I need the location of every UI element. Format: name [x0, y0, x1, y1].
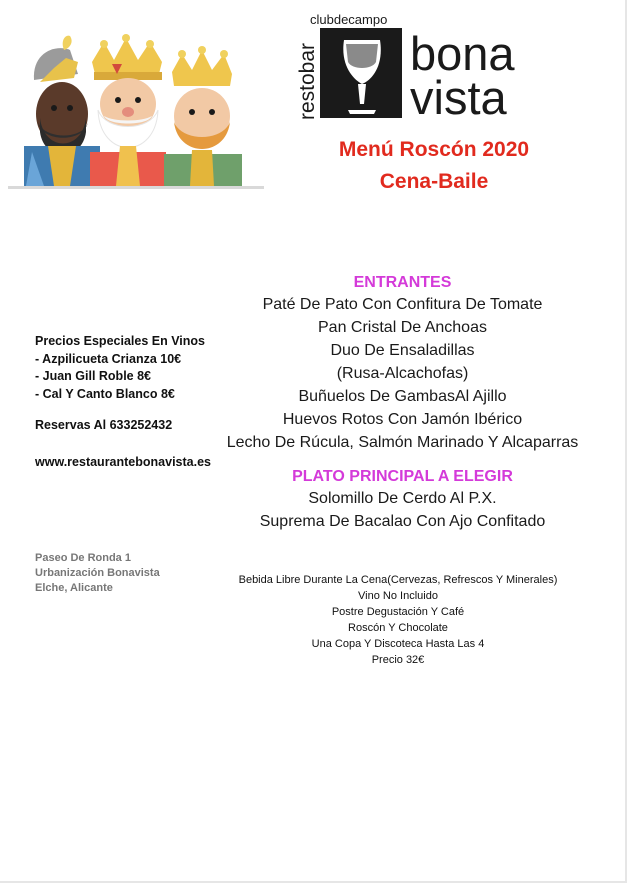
logo-bona: bona: [410, 27, 515, 80]
logo-club-de-campo: clubdecampo: [310, 12, 388, 27]
reservations-phone: Reservas Al 633252432: [35, 418, 173, 432]
entrante-item: Buñuelos De GambasAl Ajillo: [298, 388, 507, 405]
extra-item: Una Copa Y Discoteca Hasta Las 4: [311, 638, 485, 650]
extra-item: Postre Degustación Y Café: [331, 606, 465, 618]
king-middle: [90, 34, 166, 186]
menu-extras: [213, 572, 583, 668]
three-kings-illustration: [4, 22, 266, 192]
logo-glass-mark: [320, 28, 402, 118]
address: [35, 551, 160, 596]
website-link[interactable]: www.restaurantebonavista.es: [35, 455, 211, 469]
wine-prices: [35, 333, 205, 403]
wine-prices-title: Precios Especiales En Vinos: [35, 334, 205, 348]
entrante-item: Duo De Ensaladillas: [330, 342, 475, 359]
address-line: Urbanización Bonavista: [35, 567, 160, 579]
menu-title: Menú Roscón 2020: [338, 138, 530, 161]
principal-item: Solomillo De Cerdo Al P.X.: [308, 490, 497, 507]
address-line: Elche, Alicante: [35, 582, 113, 594]
menu-subtitle: Cena-Baile: [379, 170, 489, 193]
entrantes-heading: ENTRANTES: [353, 274, 452, 291]
menu-body: [205, 273, 600, 533]
address-line: Paseo De Ronda 1: [35, 552, 131, 564]
extra-item: Vino No Incluido: [358, 590, 438, 602]
price: Precio 32€: [371, 654, 425, 666]
entrante-item: Huevos Rotos Con Jamón Ibérico: [282, 411, 523, 428]
extra-item: Bebida Libre Durante La Cena(Cervezas, Refrescos Y Minerales): [238, 574, 558, 586]
extra-item: Roscón Y Chocolate: [348, 622, 448, 634]
wine-item: - Juan Gill Roble 8€: [35, 369, 151, 383]
principal-item: Suprema De Bacalao Con Ajo Confitado: [259, 513, 546, 530]
plato-principal-heading: PLATO PRINCIPAL A ELEGIR: [292, 468, 513, 485]
entrante-item: (Rusa-Alcachofas): [336, 365, 469, 382]
bonavista-logo: [296, 10, 580, 124]
king-right: [164, 46, 242, 186]
entrante-item: Paté De Pato Con Confitura De Tomate: [262, 296, 543, 313]
wine-item: - Cal Y Canto Blanco 8€: [35, 386, 175, 401]
wine-item: - Azpilicueta Crianza 10€: [35, 351, 182, 366]
entrante-item: Lecho De Rúcula, Salmón Marinado Y Alcaparras: [226, 434, 579, 451]
menu-titles: [300, 134, 568, 198]
logo-restobar: restobar: [296, 42, 319, 120]
king-left: [24, 36, 100, 186]
entrante-item: Pan Cristal De Anchoas: [318, 319, 487, 336]
logo-vista: vista: [410, 71, 507, 124]
